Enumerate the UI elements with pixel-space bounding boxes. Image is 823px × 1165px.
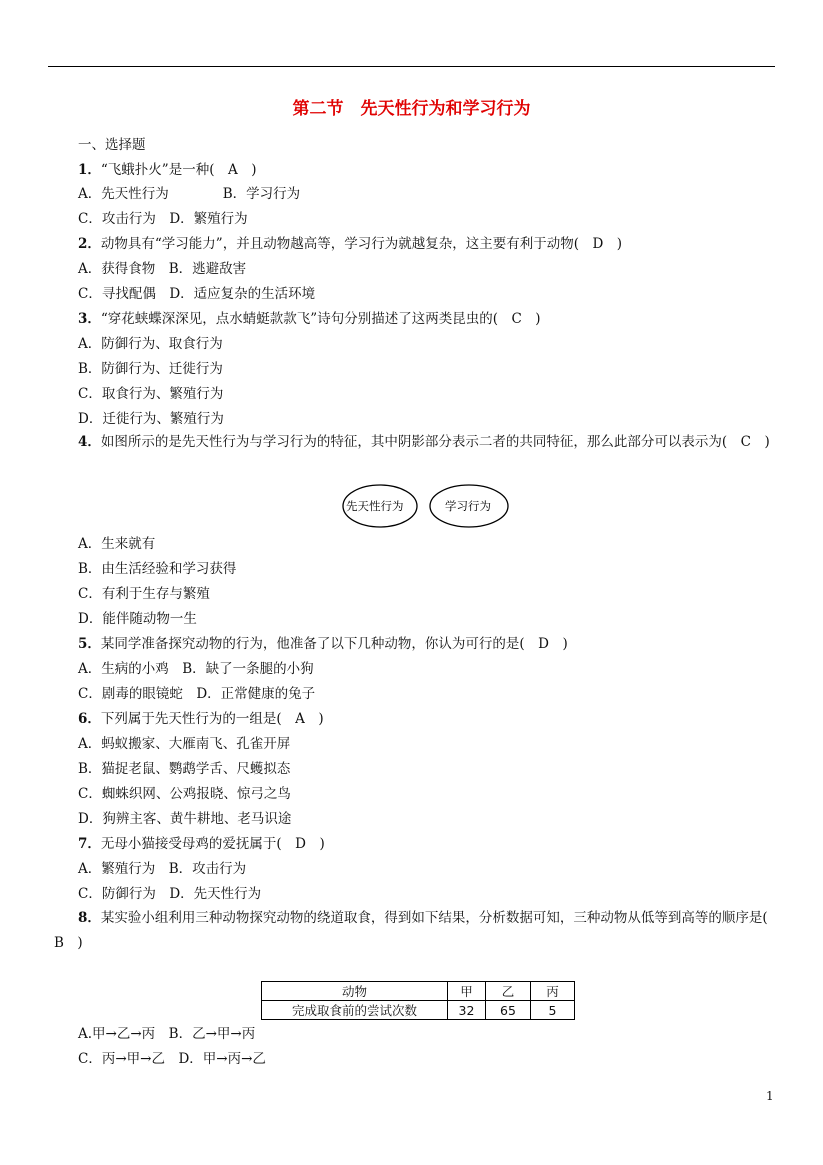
table-cell: 65 xyxy=(486,1001,531,1020)
option-line: C．蜘蛛织网、公鸡报晓、惊弓之鸟 xyxy=(78,786,291,802)
question-stem: 如图所示的是先天性行为与学习行为的特征，其中阴影部分表示二者的共同特征，那么此部分可以表示为( C ) xyxy=(100,434,770,450)
question-number: 4． xyxy=(78,434,101,450)
option-line: A．蚂蚁搬家、大雁南飞、孔雀开屏 xyxy=(78,736,291,752)
option-line: B．由生活经验和学习获得 xyxy=(78,561,237,577)
question-6 xyxy=(78,710,324,728)
table-cell: 丙 xyxy=(531,982,575,1001)
page-title: 第二节 先天性行为和学习行为 xyxy=(292,99,531,119)
table-row xyxy=(262,982,575,1001)
table-cell: 乙 xyxy=(486,982,531,1001)
option-line: C．丙→甲→乙 D．甲→丙→乙 xyxy=(78,1051,266,1067)
venn-right-label: 学习行为 xyxy=(445,499,491,513)
option-line: A．生来就有 xyxy=(78,536,156,552)
question-number: 7． xyxy=(78,836,101,852)
data-table xyxy=(261,981,575,1020)
option-line: A.甲→乙→丙 B．乙→甲→丙 xyxy=(78,1026,256,1042)
option-line: C．剧毒的眼镜蛇 D．正常健康的兔子 xyxy=(78,686,316,702)
option-line: A．防御行为、取食行为 xyxy=(78,336,223,352)
question-5 xyxy=(78,635,568,653)
option-line: C．有利于生存与繁殖 xyxy=(78,586,210,602)
table-cell: 动物 xyxy=(262,982,448,1001)
option-line: A．生病的小鸡 B．缺了一条腿的小狗 xyxy=(78,661,314,677)
question-number: 8． xyxy=(78,910,101,926)
option-line: B．防御行为、迁徙行为 xyxy=(78,361,223,377)
option-line: D．迁徙行为、繁殖行为 xyxy=(78,411,224,427)
venn-diagram xyxy=(341,482,509,530)
table-cell: 完成取食前的尝试次数 xyxy=(262,1001,448,1020)
question-2 xyxy=(78,235,622,253)
option-line: C．寻找配偶 D．适应复杂的生活环境 xyxy=(78,286,316,302)
question-7 xyxy=(78,835,325,853)
question-3 xyxy=(78,310,541,328)
question-stem: 动物具有“学习能力”，并且动物越高等，学习行为就越复杂，这主要有利于动物( D ) xyxy=(100,236,623,252)
table-cell: 32 xyxy=(448,1001,486,1020)
venn-left-label: 先天性行为 xyxy=(346,499,404,513)
question-stem: “飞蛾扑火”是一种( A ) xyxy=(100,162,257,178)
table-cell: 甲 xyxy=(448,982,486,1001)
option-line: B．猫捉老鼠、鹦鹉学舌、尺蠖拟态 xyxy=(78,761,291,777)
question-stem: 某实验小组利用三种动物探究动物的绕道取食，得到如下结果，分析数据可知，三种动物从低等到高等的顺序是( B ) xyxy=(54,910,782,951)
option-line: A．获得食物 B．逃避敌害 xyxy=(78,261,247,277)
section-heading: 一、选择题 xyxy=(78,137,146,153)
question-8 xyxy=(54,906,782,956)
question-stem: 无母小猫接受母鸡的爱抚属于( D ) xyxy=(100,836,325,852)
page-number: 1 xyxy=(766,1089,774,1103)
question-4 xyxy=(54,430,776,455)
option-line: C．防御行为 D．先天性行为 xyxy=(78,886,262,902)
question-1 xyxy=(78,161,257,179)
option-line: D．狗辨主客、黄牛耕地、老马识途 xyxy=(78,811,292,827)
table-cell: 5 xyxy=(531,1001,575,1020)
table-row xyxy=(262,1001,575,1020)
option-line: A．先天性行为 B．学习行为 xyxy=(78,186,301,202)
option-line: D．能伴随动物一生 xyxy=(78,611,197,627)
question-number: 2． xyxy=(78,236,101,252)
option-line: A．繁殖行为 B．攻击行为 xyxy=(78,861,247,877)
question-number: 1． xyxy=(78,162,101,178)
question-number: 6． xyxy=(78,711,101,727)
question-stem: 某同学准备探究动物的行为，他准备了以下几种动物，你认为可行的是( D ) xyxy=(100,636,568,652)
option-line: C．攻击行为 D．繁殖行为 xyxy=(78,211,248,227)
question-number: 3． xyxy=(78,311,101,327)
question-stem: “穿花蛱蝶深深见，点水蜻蜓款款飞”诗句分别描述了这两类昆虫的( C ) xyxy=(100,311,541,327)
question-number: 5． xyxy=(78,636,101,652)
question-stem: 下列属于先天性行为的一组是( A ) xyxy=(100,711,324,727)
option-line: C．取食行为、繁殖行为 xyxy=(78,386,224,402)
header-rule xyxy=(48,66,775,67)
